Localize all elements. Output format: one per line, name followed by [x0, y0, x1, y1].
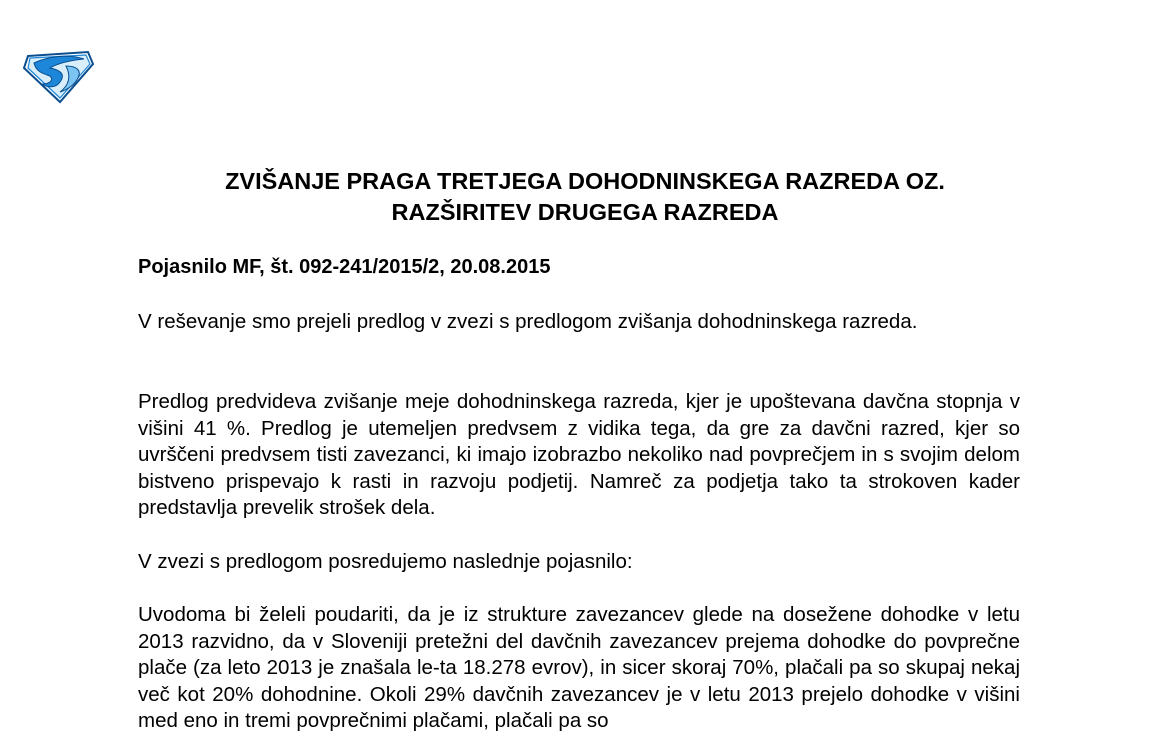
title-line-1: ZVIŠANJE PRAGA TRETJEGA DOHODNINSKEGA RAZREDA OZ. [225, 168, 945, 194]
paragraph-1: V reševanje smo prejeli predlog v zvezi s predlogom zvišanja dohodninskega razreda. [138, 310, 918, 333]
document-title [130, 166, 1040, 228]
sd-shield-logo-icon [20, 48, 96, 104]
paragraph-3: V zvezi s predlogom posredujemo naslednje pojasnilo: [138, 550, 633, 573]
source-reference: Pojasnilo MF, št. 092-241/2015/2, 20.08.2015 [138, 256, 551, 278]
title-line-2: RAZŠIRITEV DRUGEGA RAZREDA [391, 199, 779, 225]
paragraph-2: Predlog predvideva zvišanje meje dohodninskega razreda, kjer je upoštevana davčna stopnja v višini 41 %. Predlog je utemeljen predvsem z vidika tega, da gre za davčni razred, kjer so uvrščeni predvsem tisti zavezanci, ki imajo izobrazbo nekoliko nad povprečjem in s svojim delom bistveno prispevajo k rasti in razvoju podjetij. Namreč za podjetja tako ta strokoven kader predstavlja prevelik strošek dela. [138, 390, 1020, 520]
paragraph-4: Uvodoma bi želeli poudariti, da je iz strukture zavezancev glede na dosežene dohodke v letu 2013 razvidno, da v Sloveniji pretežni del davčnih zavezancev prejema dohodke do povprečne plače (za leto 2013 je znašala le-ta 18.278 evrov), in sicer skoraj 70%, plačali pa so skupaj nekaj več kot 20% dohodnine. Okoli 29% davčnih zavezancev je v letu 2013 prejelo dohodke v višini med eno in tremi povprečnimi plačami, plačali pa so [138, 603, 1020, 733]
